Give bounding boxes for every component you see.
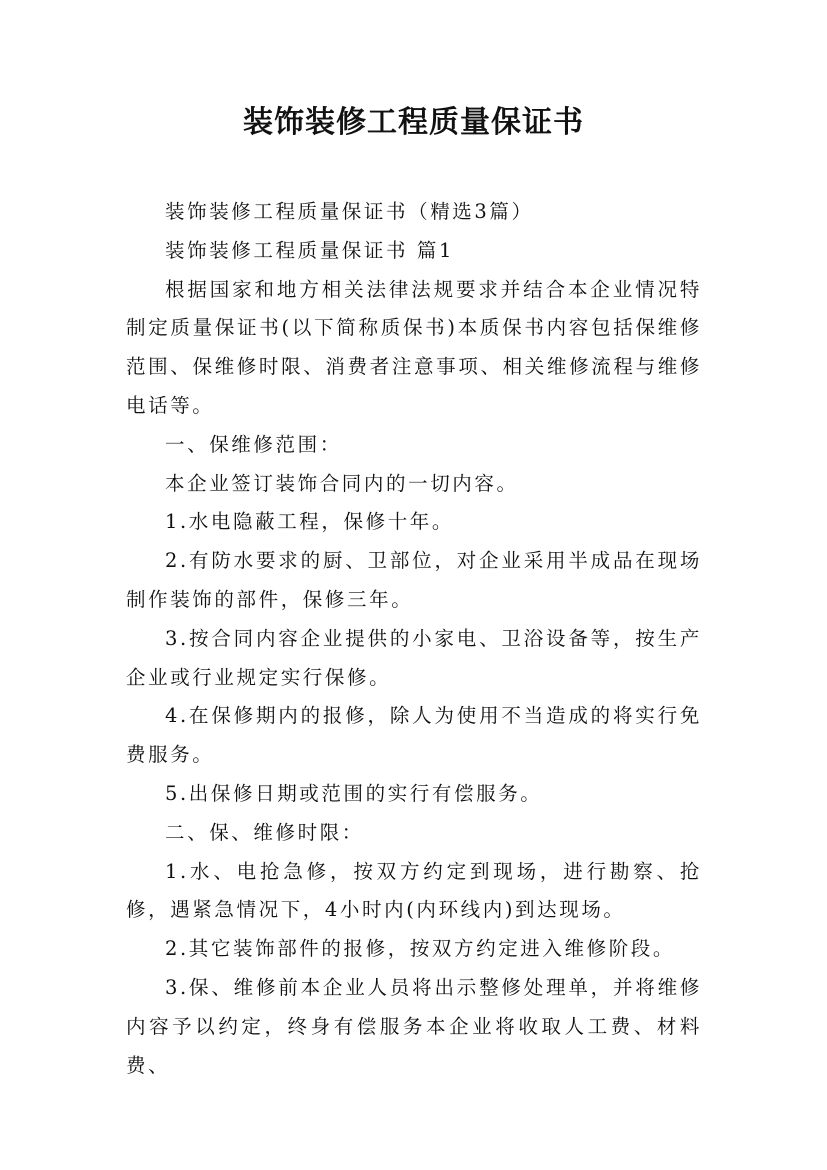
paragraph-scope-item-1: 1.水电隐蔽工程，保修十年。 <box>165 510 455 534</box>
paragraph-scope-item-5: 5.出保修日期或范围的实行有偿服务。 <box>165 781 543 805</box>
paragraph-scope-item-2: 2.有防水要求的厨、卫部位，对企业采用半成品在现场制作装饰的部件，保修三年。 <box>126 549 702 611</box>
paragraph-heading-time-limit: 二、保、维修时限： <box>165 820 364 844</box>
paragraph-scope-text: 本企业签订装饰合同内的一切内容。 <box>165 471 519 495</box>
paragraph-section-heading: 装饰装修工程质量保证书 篇1 <box>165 238 455 262</box>
document-body <box>126 193 702 1085</box>
paragraph-scope-item-4: 4.在保修期内的报修，除人为使用不当造成的将实行免费服务。 <box>126 704 702 767</box>
paragraph-time-item-2: 2.其它装饰部件的报修，按双方约定进入维修阶段。 <box>165 937 676 961</box>
paragraph-time-item-1: 1.水、电抢急修，按双方约定到现场，进行勘察、抢修，遇紧急情况下，4小时内(内环线内)到达现场。 <box>126 859 702 922</box>
paragraph-intro: 根据国家和地方相关法律法规要求并结合本企业情况特制定质量保证书(以下简称质保书)本质保书内容包括保维修范围、保维修时限、消费者注意事项、相关维修流程与维修电话等。 <box>126 277 702 417</box>
paragraph-time-item-3: 3.保、维修前本企业人员将出示整修处理单，并将维修内容予以约定，终身有偿服务本企业将收取人工费、材料费、 <box>126 975 702 1077</box>
paragraph-heading-scope: 一、保维修范围： <box>165 432 342 456</box>
document-title: 装饰装修工程质量保证书 <box>243 105 584 140</box>
paragraph-subtitle: 装饰装修工程质量保证书（精选3篇） <box>165 200 534 223</box>
paragraph-scope-item-3: 3.按合同内容企业提供的小家电、卫浴设备等，按生产企业或行业规定实行保修。 <box>126 626 702 689</box>
